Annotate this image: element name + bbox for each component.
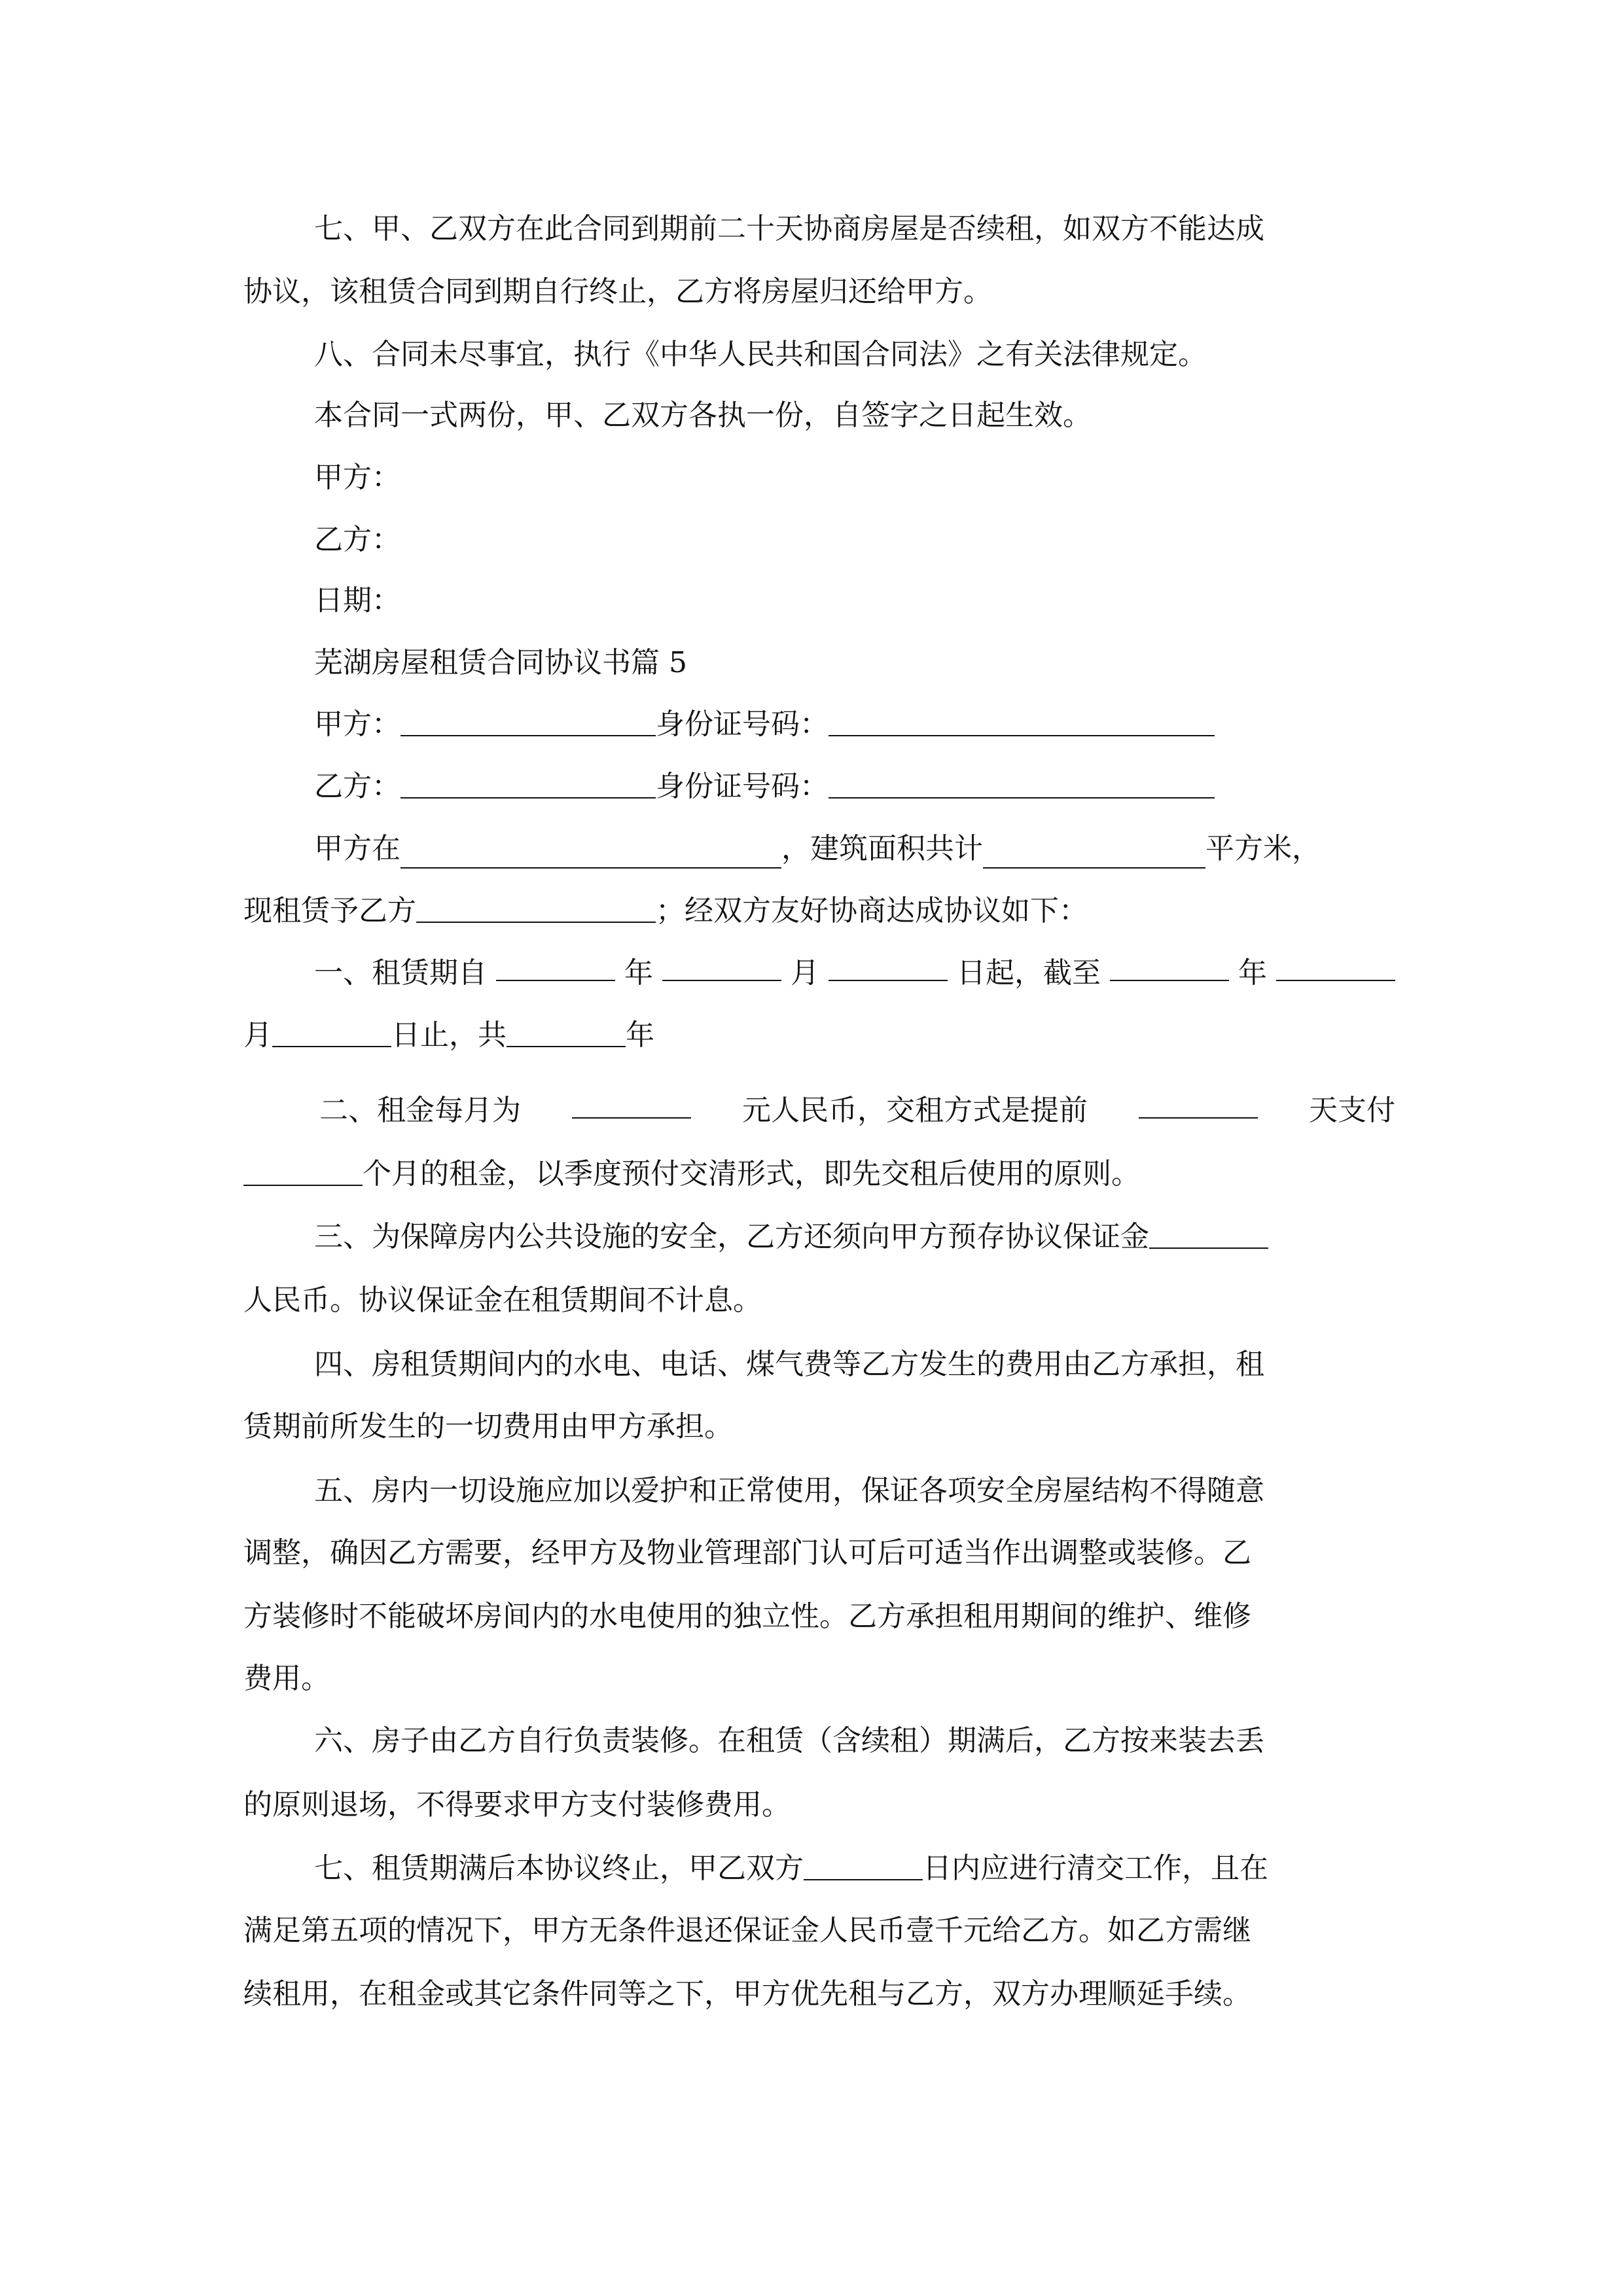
- deposit-line-2: 人民币。协议保证金在租赁期间不计息。: [243, 1283, 762, 1317]
- clause-8-prev: 八、合同未尽事宜，执行《中华人民共和国合同法》之有关法律规定。: [314, 338, 1207, 371]
- term-month-1: 月: [791, 956, 819, 990]
- term-end-year-blank[interactable]: [1110, 954, 1229, 981]
- facilities-line-4: 费用。: [243, 1662, 330, 1695]
- copies-statement: 本合同一式两份，甲、乙双方各执一份，自签字之日起生效。: [314, 399, 1092, 432]
- term-year-3: 年: [626, 1018, 654, 1052]
- deposit-line-1: [314, 1217, 1395, 1257]
- rent-text-3: 天支付: [1309, 1094, 1395, 1127]
- term-year-1: 年: [624, 956, 653, 990]
- term-start-day-blank[interactable]: [829, 954, 948, 981]
- party-a-id-label: 身份证号码：: [656, 708, 829, 741]
- rent-line-2: [243, 1155, 1395, 1194]
- rent-line-1: [319, 1091, 1395, 1130]
- rent-text-4: 个月的租金，以季度预付交清形式，即先交租后使用的原则。: [363, 1157, 1140, 1191]
- expiry-line-2: 满足第五项的情况下，甲方无条件退还保证金人民币壹千元给乙方。如乙方需继: [243, 1914, 1251, 1947]
- party-b-name-blank[interactable]: [401, 771, 656, 798]
- signature-date: 日期：: [314, 584, 401, 617]
- rent-amount-blank[interactable]: [572, 1091, 691, 1119]
- term-text-start: 日起，截至: [957, 956, 1101, 990]
- party-b-id-label: 身份证号码：: [656, 770, 829, 803]
- expiry-text-1: 七、租赁期满后本协议终止，甲乙双方: [314, 1852, 804, 1885]
- expiry-line-3: 续租用，在租金或其它条件同等之下，甲方优先租与乙方，双方办理顺延手续。: [243, 1977, 1251, 2011]
- party-b-id-blank[interactable]: [829, 771, 1215, 798]
- term-total-years-blank[interactable]: [507, 1020, 626, 1047]
- deposit-amount-blank[interactable]: [1149, 1221, 1268, 1249]
- term-end-month-blank[interactable]: [1276, 954, 1395, 981]
- lessee-blank[interactable]: [416, 895, 656, 923]
- premises-location-blank[interactable]: [401, 841, 781, 869]
- expiry-line-1: [314, 1849, 1395, 1888]
- rent-days-blank[interactable]: [1139, 1091, 1258, 1119]
- signature-party-b: 乙方：: [314, 523, 401, 556]
- term-line-2: [243, 1016, 1395, 1055]
- premises-text-4: 现租赁予乙方: [243, 894, 416, 927]
- premises-text-2: ，建筑面积共计: [781, 832, 983, 865]
- term-start-year-blank[interactable]: [496, 954, 615, 981]
- party-b-label: 乙方：: [314, 770, 401, 803]
- facilities-line-1: 五、房内一切设施应加以爱护和正常使用，保证各项安全房屋结构不得随意: [314, 1474, 1264, 1507]
- term-end-day-blank[interactable]: [272, 1020, 391, 1047]
- rent-text-2: 元人民币，交租方式是提前: [742, 1094, 1088, 1127]
- signature-party-a: 甲方：: [314, 461, 401, 494]
- facilities-line-3: 方装修时不能破坏房间内的水电使用的独立性。乙方承担租用期间的维护、维修: [243, 1600, 1251, 1633]
- rent-months-blank[interactable]: [243, 1158, 363, 1186]
- deposit-text-1: 三、为保障房内公共设施的安全，乙方还须向甲方预存协议保证金: [314, 1220, 1149, 1253]
- clause-7-prev-line-2: 协议，该租赁合同到期自行终止，乙方将房屋归还给甲方。: [243, 275, 992, 308]
- term-text-1: 一、租赁期自: [314, 956, 487, 990]
- premises-line-2: [243, 891, 1395, 931]
- party-a-row: [314, 705, 1395, 744]
- fees-line-2: 赁期前所发生的一切费用由甲方承担。: [243, 1410, 733, 1443]
- facilities-line-2: 调整，确因乙方需要，经甲方及物业管理部门认可后可适当作出调整或装修。乙: [243, 1536, 1251, 1570]
- fees-line-1: 四、房租赁期间内的水电、电话、煤气费等乙方发生的费用由乙方承担，租: [314, 1348, 1264, 1381]
- term-year-2: 年: [1238, 956, 1267, 990]
- term-month-2: 月: [243, 1018, 272, 1052]
- party-b-row: [314, 767, 1395, 806]
- term-text-end: 日止，共: [391, 1018, 507, 1052]
- decoration-line-1: 六、房子由乙方自行负责装修。在租赁（含续租）期满后，乙方按来装去丢: [314, 1724, 1264, 1757]
- expiry-text-2: 日内应进行清交工作，且在: [923, 1852, 1268, 1885]
- premises-text-1: 甲方在: [314, 832, 401, 865]
- section-title: 芜湖房屋租赁合同协议书篇 5: [314, 646, 687, 679]
- term-line-1: [314, 954, 1395, 993]
- premises-text-5: ；经双方友好协商达成协议如下：: [656, 894, 1088, 927]
- party-a-label: 甲方：: [314, 708, 401, 741]
- premises-text-3: 平方米，: [1205, 832, 1321, 865]
- term-start-month-blank[interactable]: [662, 954, 781, 981]
- clause-7-prev-line-1: 七、甲、乙双方在此合同到期前二十天协商房屋是否续租，如双方不能达成: [314, 212, 1264, 245]
- party-a-id-blank[interactable]: [829, 709, 1215, 736]
- handover-days-blank[interactable]: [804, 1853, 923, 1880]
- premises-area-blank[interactable]: [983, 841, 1205, 869]
- rent-text-1: 二、租金每月为: [319, 1094, 521, 1127]
- party-a-name-blank[interactable]: [401, 709, 656, 736]
- premises-line-1: [314, 829, 1395, 869]
- decoration-line-2: 的原则退场，不得要求甲方支付装修费用。: [243, 1788, 791, 1821]
